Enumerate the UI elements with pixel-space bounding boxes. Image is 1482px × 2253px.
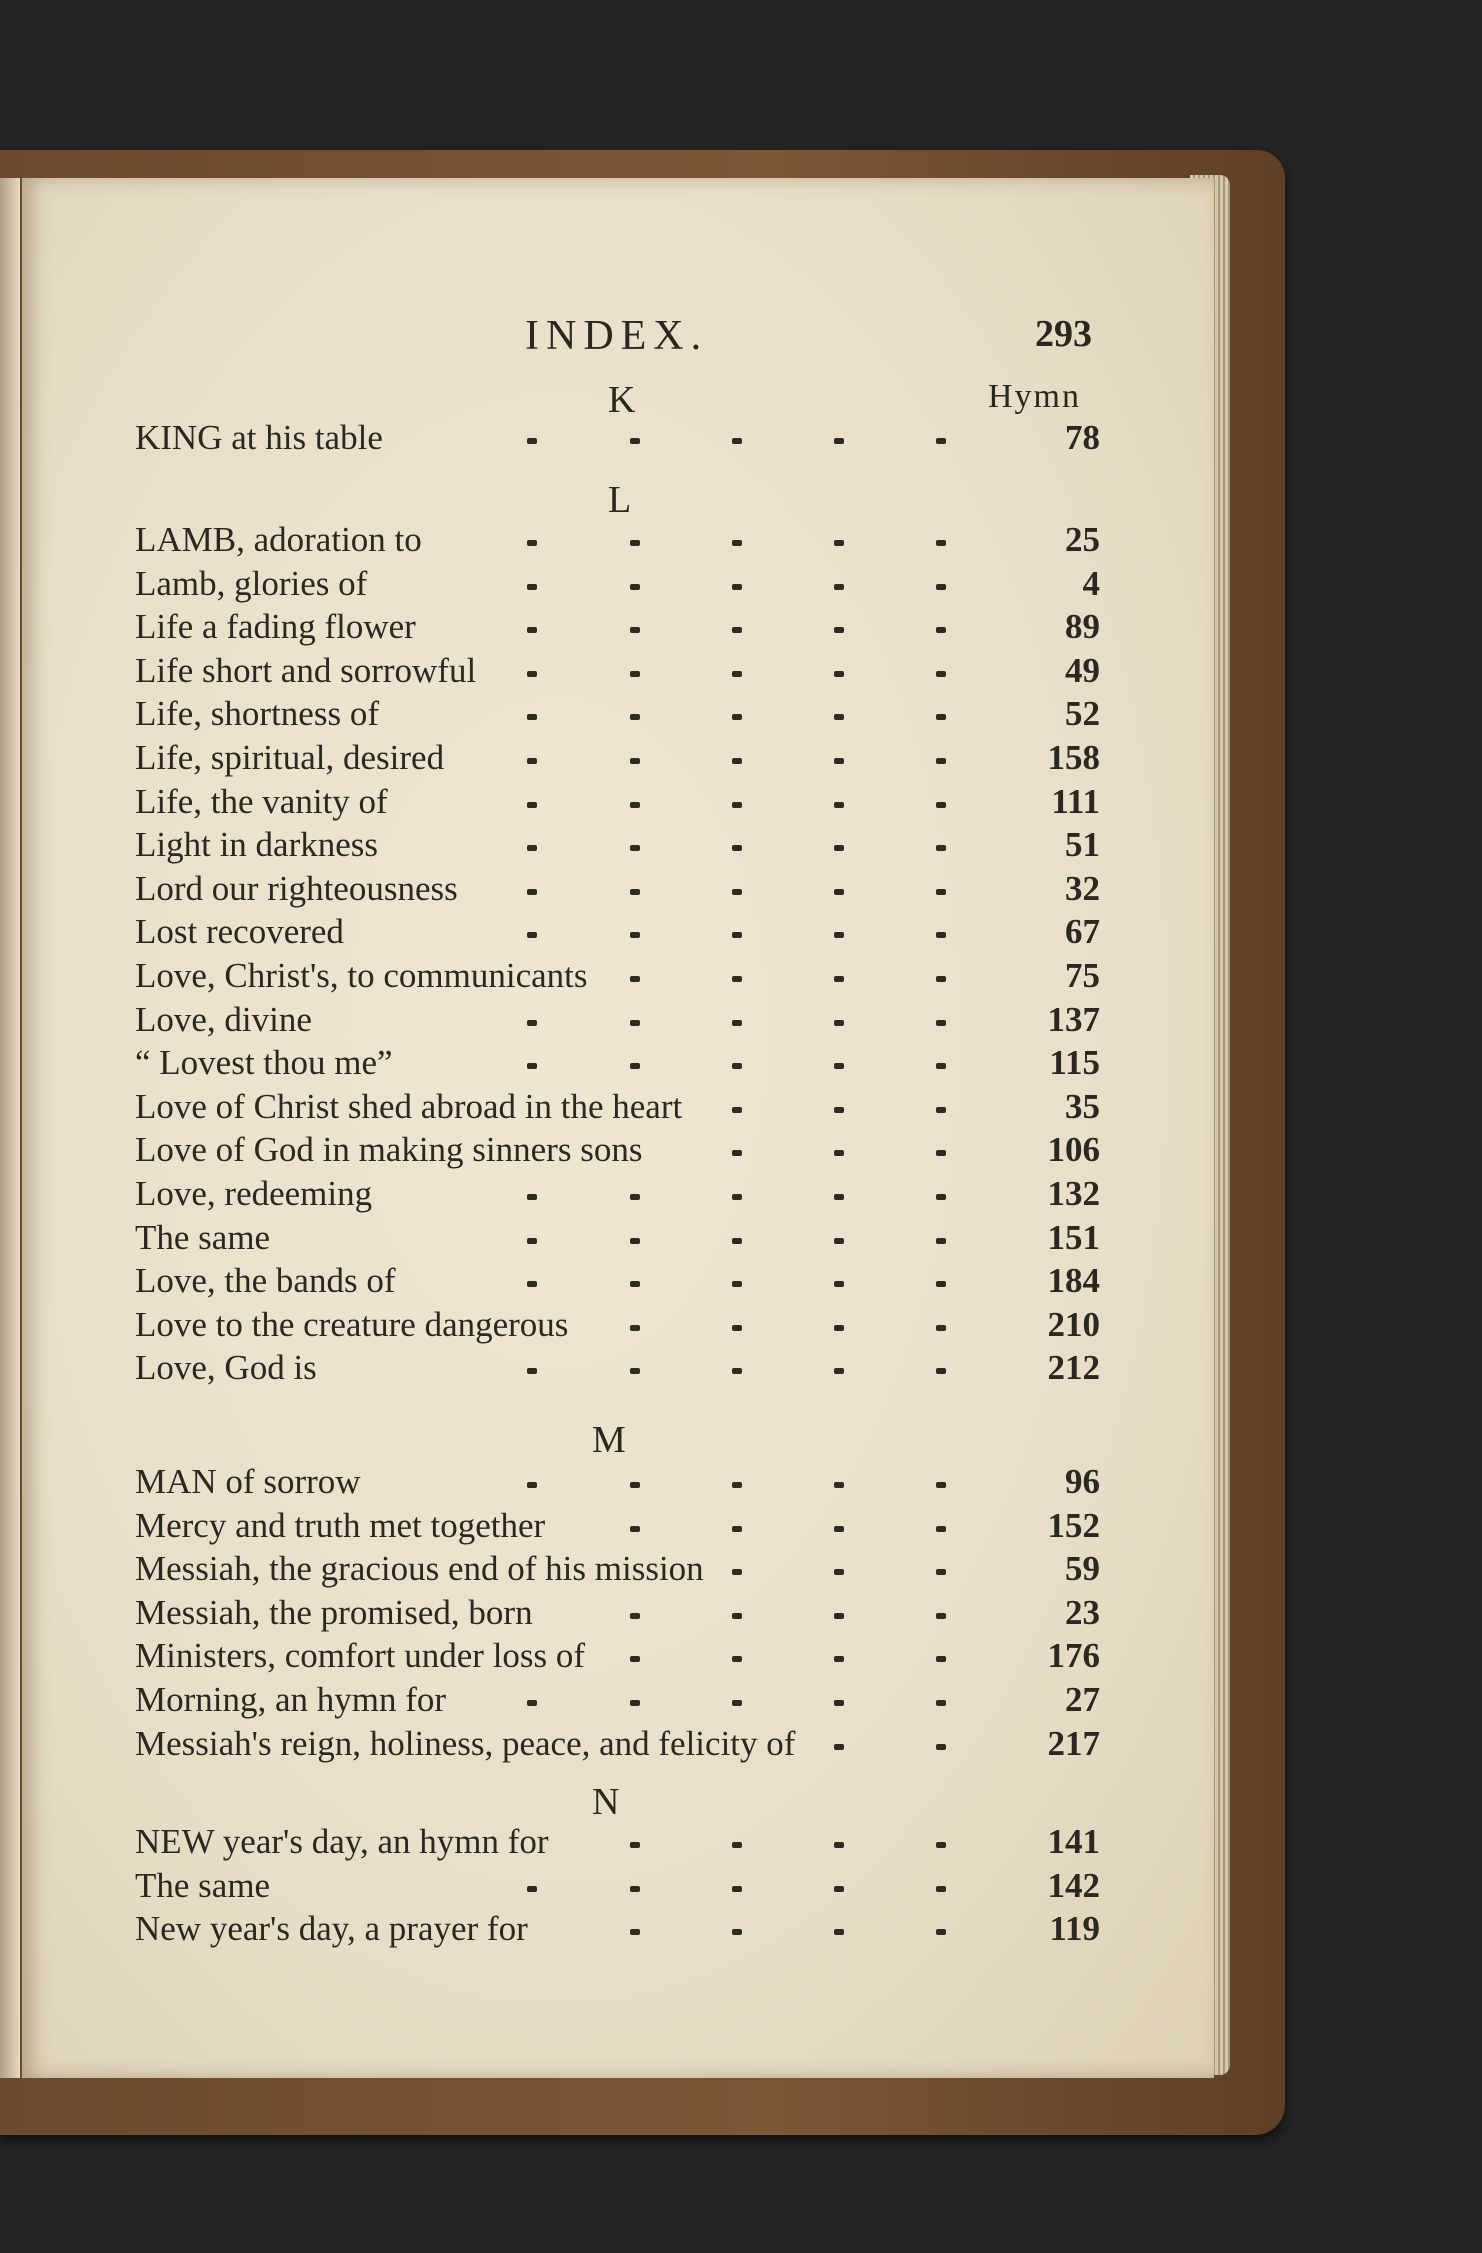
leader-dash bbox=[732, 438, 742, 444]
index-entry bbox=[0, 651, 1482, 695]
leader-dash bbox=[732, 1842, 742, 1848]
leader-dash bbox=[630, 758, 640, 764]
leader-dash bbox=[630, 889, 640, 895]
leader-dash bbox=[732, 1613, 742, 1619]
index-entry bbox=[0, 1348, 1482, 1392]
index-entry bbox=[0, 1087, 1482, 1131]
leader-dash bbox=[834, 1656, 844, 1662]
leader-dash bbox=[834, 540, 844, 546]
leader-dash bbox=[630, 584, 640, 590]
leader-dash bbox=[630, 1526, 640, 1532]
index-entry bbox=[0, 1218, 1482, 1262]
entry-title: Lamb, glories of bbox=[135, 563, 368, 603]
leader-dash bbox=[834, 1569, 844, 1575]
hymn-number: 35 bbox=[1065, 1086, 1100, 1126]
index-entry bbox=[0, 1866, 1482, 1910]
entry-title: The same bbox=[135, 1217, 271, 1257]
leader-dash bbox=[936, 1842, 946, 1848]
leader-dash bbox=[630, 438, 640, 444]
hymn-number: 78 bbox=[1065, 418, 1100, 457]
index-entry bbox=[0, 1506, 1482, 1550]
leader-dash bbox=[732, 1281, 742, 1287]
index-entry bbox=[0, 1043, 1482, 1087]
leader-dash bbox=[630, 802, 640, 808]
entry-title: Love, Christ's, to communicants bbox=[135, 956, 588, 995]
leader-dash bbox=[732, 889, 742, 895]
hymn-number: 176 bbox=[1047, 1636, 1100, 1676]
leader-dash bbox=[834, 1526, 844, 1532]
entry-title: Love to the creature dangerous bbox=[135, 1304, 569, 1344]
entry-title: MAN of sorrow bbox=[135, 1462, 361, 1501]
hymn-number: 52 bbox=[1065, 694, 1100, 734]
leader-dash bbox=[732, 671, 742, 677]
index-entry bbox=[0, 520, 1482, 564]
leader-dash bbox=[527, 889, 537, 895]
leader-dash bbox=[936, 1613, 946, 1619]
leader-dash bbox=[630, 540, 640, 546]
leader-dash bbox=[732, 1063, 742, 1069]
leader-dash bbox=[527, 540, 537, 546]
leader-dash bbox=[732, 1325, 742, 1331]
hymn-number: 217 bbox=[1047, 1723, 1100, 1763]
leader-dash bbox=[834, 1281, 844, 1287]
index-entry bbox=[0, 825, 1482, 869]
entry-title: New year's day, a prayer for bbox=[135, 1909, 528, 1949]
leader-dash bbox=[630, 627, 640, 633]
leader-dash bbox=[527, 584, 537, 590]
leader-dash bbox=[834, 1700, 844, 1706]
leader-dash bbox=[936, 1929, 946, 1935]
index-entry bbox=[0, 1680, 1482, 1724]
leader-dash bbox=[834, 1020, 844, 1026]
hymn-number: 27 bbox=[1065, 1680, 1100, 1719]
leader-dash bbox=[834, 889, 844, 895]
leader-dash bbox=[936, 438, 946, 444]
leader-dash bbox=[630, 671, 640, 677]
leader-dash bbox=[936, 1656, 946, 1662]
index-entry bbox=[0, 956, 1482, 1000]
leader-dash bbox=[834, 1107, 844, 1113]
section-letter: M bbox=[592, 1419, 626, 1461]
leader-dash bbox=[732, 1020, 742, 1026]
leader-dash bbox=[936, 671, 946, 677]
leader-dash bbox=[732, 1526, 742, 1532]
index-entry bbox=[0, 1724, 1482, 1768]
leader-dash bbox=[527, 714, 537, 720]
leader-dash bbox=[936, 1526, 946, 1532]
leader-dash bbox=[936, 1063, 946, 1069]
hymn-number: 59 bbox=[1065, 1549, 1100, 1589]
hymn-number: 51 bbox=[1065, 825, 1100, 865]
leader-dash bbox=[936, 627, 946, 633]
leader-dash bbox=[834, 1842, 844, 1848]
entry-title: Life, shortness of bbox=[135, 694, 379, 734]
index-entry bbox=[0, 1130, 1482, 1174]
index-entry bbox=[0, 1305, 1482, 1349]
leader-dash bbox=[936, 1569, 946, 1575]
leader-dash bbox=[834, 932, 844, 938]
leader-dash bbox=[936, 1368, 946, 1374]
leader-dash bbox=[834, 1150, 844, 1156]
index-entry bbox=[0, 912, 1482, 956]
leader-dash bbox=[834, 758, 844, 764]
leader-dash bbox=[834, 1063, 844, 1069]
entry-title: Messiah, the gracious end of his mission bbox=[135, 1549, 704, 1589]
entry-title: Life a fading flower bbox=[135, 607, 416, 647]
leader-dash bbox=[630, 1656, 640, 1662]
hymn-number: 49 bbox=[1065, 650, 1100, 690]
entry-title: Lost recovered bbox=[135, 912, 344, 952]
entry-title: Mercy and truth met together bbox=[135, 1505, 546, 1545]
leader-dash bbox=[936, 1700, 946, 1706]
leader-dash bbox=[834, 1482, 844, 1488]
hymn-number: 137 bbox=[1047, 999, 1100, 1039]
hymn-number: 106 bbox=[1047, 1130, 1100, 1170]
entry-title: Love, the bands of bbox=[135, 1261, 396, 1301]
entry-title: NEW year's day, an hymn for bbox=[135, 1822, 549, 1861]
section-letter: L bbox=[608, 479, 632, 521]
hymn-number: 115 bbox=[1049, 1043, 1100, 1083]
leader-dash bbox=[630, 845, 640, 851]
leader-dash bbox=[936, 1150, 946, 1156]
index-entry bbox=[0, 782, 1482, 826]
leader-dash bbox=[732, 1569, 742, 1575]
leader-dash bbox=[936, 584, 946, 590]
hymn-number: 75 bbox=[1065, 956, 1100, 995]
entry-title: Love of Christ shed abroad in the heart bbox=[135, 1086, 683, 1126]
index-entry bbox=[0, 564, 1482, 608]
leader-dash bbox=[732, 932, 742, 938]
leader-dash bbox=[630, 1063, 640, 1069]
hymn-number: 4 bbox=[1082, 563, 1100, 603]
leader-dash bbox=[630, 932, 640, 938]
leader-dash bbox=[527, 1700, 537, 1706]
leader-dash bbox=[834, 1238, 844, 1244]
leader-dash bbox=[630, 1929, 640, 1935]
entry-title: LAMB, adoration to bbox=[135, 520, 422, 559]
leader-dash bbox=[527, 1281, 537, 1287]
entry-title: Life, spiritual, desired bbox=[135, 738, 445, 777]
leader-dash bbox=[936, 1886, 946, 1892]
leader-dash bbox=[732, 1886, 742, 1892]
hymn-number: 142 bbox=[1047, 1865, 1100, 1905]
hymn-column-header: Hymn bbox=[988, 378, 1081, 415]
leader-dash bbox=[527, 1063, 537, 1069]
leader-dash bbox=[834, 714, 844, 720]
leader-dash bbox=[527, 671, 537, 677]
leader-dash bbox=[936, 714, 946, 720]
leader-dash bbox=[732, 714, 742, 720]
entry-title: Ministers, comfort under loss of bbox=[135, 1636, 586, 1676]
entry-title: Life short and sorrowful bbox=[135, 650, 477, 690]
leader-dash bbox=[732, 845, 742, 851]
leader-dash bbox=[732, 1700, 742, 1706]
section-letter: N bbox=[592, 1781, 620, 1823]
leader-dash bbox=[936, 1325, 946, 1331]
leader-dash bbox=[834, 438, 844, 444]
leader-dash bbox=[936, 802, 946, 808]
leader-dash bbox=[834, 1929, 844, 1935]
entry-title: Life, the vanity of bbox=[135, 781, 388, 821]
leader-dash bbox=[732, 1482, 742, 1488]
leader-dash bbox=[527, 802, 537, 808]
leader-dash bbox=[834, 584, 844, 590]
index-entry bbox=[0, 1000, 1482, 1044]
leader-dash bbox=[936, 758, 946, 764]
hymn-number: 67 bbox=[1065, 912, 1100, 952]
leader-dash bbox=[834, 845, 844, 851]
hymn-number: 158 bbox=[1047, 738, 1100, 777]
hymn-number: 25 bbox=[1065, 520, 1100, 559]
page-number: 293 bbox=[1035, 313, 1092, 355]
index-entry bbox=[0, 1549, 1482, 1593]
running-head: INDEX. bbox=[525, 313, 709, 359]
entry-title: Love, redeeming bbox=[135, 1174, 373, 1213]
leader-dash bbox=[630, 1020, 640, 1026]
entry-title: Light in darkness bbox=[135, 825, 379, 865]
entry-title: Love, divine bbox=[135, 999, 312, 1039]
leader-dash bbox=[732, 1929, 742, 1935]
index-entry bbox=[0, 1909, 1482, 1953]
leader-dash bbox=[936, 540, 946, 546]
leader-dash bbox=[834, 1368, 844, 1374]
leader-dash bbox=[732, 1656, 742, 1662]
leader-dash bbox=[936, 1281, 946, 1287]
leader-dash bbox=[834, 1886, 844, 1892]
index-entry bbox=[0, 1636, 1482, 1680]
section-letter: K bbox=[608, 379, 636, 421]
leader-dash bbox=[630, 1281, 640, 1287]
leader-dash bbox=[834, 671, 844, 677]
leader-dash bbox=[630, 1700, 640, 1706]
leader-dash bbox=[732, 540, 742, 546]
leader-dash bbox=[527, 1368, 537, 1374]
leader-dash bbox=[527, 1482, 537, 1488]
leader-dash bbox=[936, 1744, 946, 1750]
entry-title: KING at his table bbox=[135, 418, 383, 457]
leader-dash bbox=[834, 976, 844, 982]
leader-dash bbox=[732, 976, 742, 982]
hymn-number: 132 bbox=[1047, 1174, 1100, 1213]
leader-dash bbox=[630, 1194, 640, 1200]
entry-title: Lord our righteousness bbox=[135, 868, 458, 908]
leader-dash bbox=[630, 1325, 640, 1331]
leader-dash bbox=[732, 1368, 742, 1374]
leader-dash bbox=[527, 1194, 537, 1200]
leader-dash bbox=[527, 438, 537, 444]
leader-dash bbox=[630, 1886, 640, 1892]
hymn-number: 96 bbox=[1065, 1462, 1100, 1501]
hymn-number: 119 bbox=[1049, 1909, 1100, 1949]
leader-dash bbox=[527, 1020, 537, 1026]
entry-title: Messiah's reign, holiness, peace, and felicity of bbox=[135, 1723, 796, 1763]
leader-dash bbox=[834, 1744, 844, 1750]
hymn-number: 23 bbox=[1065, 1592, 1100, 1632]
leader-dash bbox=[630, 714, 640, 720]
leader-dash bbox=[936, 845, 946, 851]
hymn-number: 141 bbox=[1047, 1822, 1100, 1861]
leader-dash bbox=[936, 976, 946, 982]
index-entry bbox=[0, 738, 1482, 782]
leader-dash bbox=[732, 1150, 742, 1156]
leader-dash bbox=[527, 627, 537, 633]
leader-dash bbox=[630, 1238, 640, 1244]
entry-title: Love, God is bbox=[135, 1348, 317, 1388]
leader-dash bbox=[630, 976, 640, 982]
leader-dash bbox=[936, 1194, 946, 1200]
entry-title: Messiah, the promised, born bbox=[135, 1592, 533, 1632]
leader-dash bbox=[630, 1368, 640, 1374]
entry-title: Love of God in making sinners sons bbox=[135, 1130, 643, 1170]
hymn-number: 152 bbox=[1047, 1505, 1100, 1545]
index-entry bbox=[0, 607, 1482, 651]
leader-dash bbox=[834, 1194, 844, 1200]
leader-dash bbox=[834, 627, 844, 633]
hymn-number: 89 bbox=[1065, 607, 1100, 647]
leader-dash bbox=[527, 1238, 537, 1244]
hymn-number: 212 bbox=[1047, 1348, 1100, 1388]
leader-dash bbox=[732, 584, 742, 590]
index-entry bbox=[0, 1462, 1482, 1506]
leader-dash bbox=[732, 1107, 742, 1113]
leader-dash bbox=[834, 802, 844, 808]
index-entry bbox=[0, 869, 1482, 913]
leader-dash bbox=[732, 1194, 742, 1200]
leader-dash bbox=[630, 1842, 640, 1848]
hymn-number: 210 bbox=[1047, 1304, 1100, 1344]
index-entry bbox=[0, 1822, 1482, 1866]
leader-dash bbox=[936, 1482, 946, 1488]
entry-title: The same bbox=[135, 1865, 271, 1905]
hymn-number: 151 bbox=[1047, 1217, 1100, 1257]
hymn-number: 111 bbox=[1051, 781, 1100, 821]
leader-dash bbox=[732, 1238, 742, 1244]
leader-dash bbox=[936, 1107, 946, 1113]
index-entry bbox=[0, 1593, 1482, 1637]
leader-dash bbox=[936, 1020, 946, 1026]
index-entry bbox=[0, 1261, 1482, 1305]
leader-dash bbox=[732, 758, 742, 764]
leader-dash bbox=[936, 932, 946, 938]
index-entry bbox=[0, 418, 1482, 462]
index-entry bbox=[0, 694, 1482, 738]
leader-dash bbox=[630, 1482, 640, 1488]
leader-dash bbox=[527, 758, 537, 764]
index-entry bbox=[0, 1174, 1482, 1218]
leader-dash bbox=[732, 627, 742, 633]
entry-title: “ Lovest thou me” bbox=[135, 1043, 393, 1083]
leader-dash bbox=[834, 1613, 844, 1619]
leader-dash bbox=[527, 932, 537, 938]
leader-dash bbox=[732, 802, 742, 808]
leader-dash bbox=[630, 1613, 640, 1619]
hymn-number: 184 bbox=[1047, 1261, 1100, 1301]
leader-dash bbox=[527, 1886, 537, 1892]
hymn-number: 32 bbox=[1065, 868, 1100, 908]
entry-title: Morning, an hymn for bbox=[135, 1680, 447, 1719]
leader-dash bbox=[834, 1325, 844, 1331]
leader-dash bbox=[936, 1238, 946, 1244]
leader-dash bbox=[527, 845, 537, 851]
leader-dash bbox=[936, 889, 946, 895]
